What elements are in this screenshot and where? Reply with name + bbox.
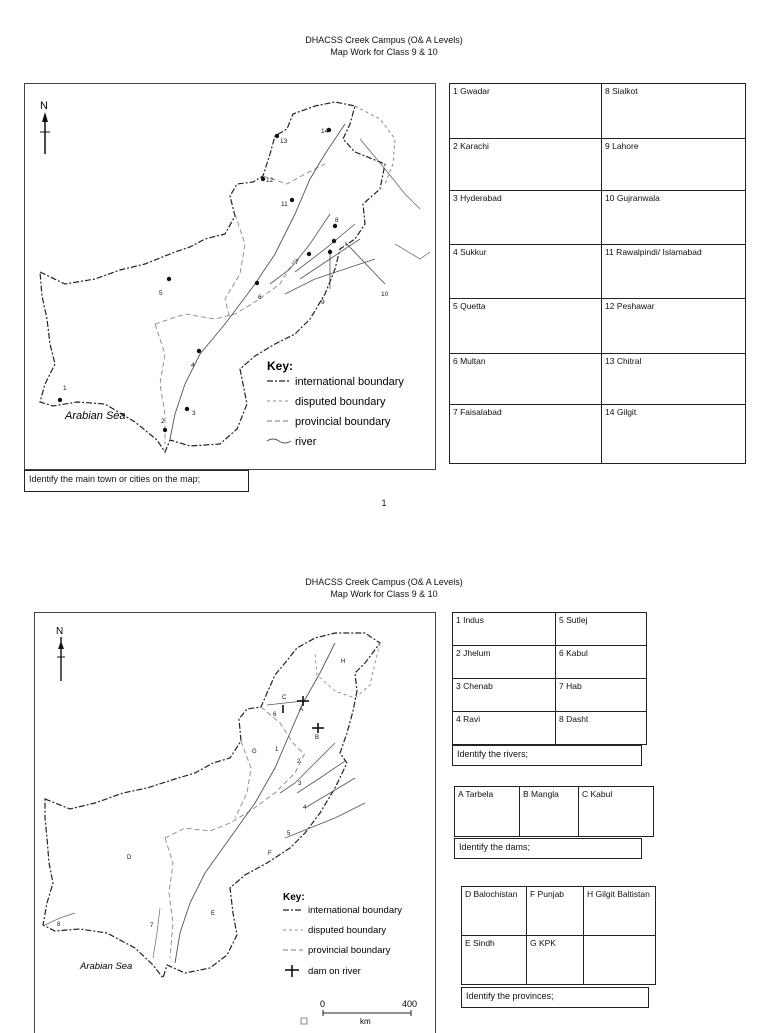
river-label-1: 1 xyxy=(275,747,279,753)
table-cell: 14 Gilgit xyxy=(602,405,746,464)
table-cell: 2 Jhelum xyxy=(453,646,556,679)
page2-sea-label: Arabian Sea xyxy=(80,961,133,972)
page1-header xyxy=(0,34,768,58)
table-cell: 4 Sukkur xyxy=(450,245,602,299)
table-cell xyxy=(584,936,656,985)
table-cell: A Tarbela xyxy=(455,787,520,837)
city-label-14: 14 xyxy=(321,128,329,135)
dam-markers xyxy=(283,696,324,733)
river-label-3: 3 xyxy=(298,781,302,787)
page1-key-international: international boundary xyxy=(295,376,404,388)
city-marker-11 xyxy=(290,198,294,202)
river-label-5: 5 xyxy=(287,831,291,837)
table-cell: 5 Sutlej xyxy=(556,613,647,646)
scale-max: 400 xyxy=(402,999,418,1009)
page-number: 1 xyxy=(381,498,387,508)
page1-north-label: N xyxy=(40,100,48,112)
table-cell: 2 Karachi xyxy=(450,139,602,191)
city-marker-5 xyxy=(167,277,171,281)
table-cell: 4 Ravi xyxy=(453,712,556,745)
city-label-5: 5 xyxy=(159,290,163,297)
province-label-d: D xyxy=(127,855,132,861)
table-cell: B Mangla xyxy=(520,787,579,837)
page2-dams-instruction: Identify the dams; xyxy=(454,838,642,859)
city-marker-10 xyxy=(332,239,336,243)
province-label-g: G xyxy=(252,749,257,755)
table-cell: D Balochistan xyxy=(462,887,527,936)
table-cell: 7 Hab xyxy=(556,679,647,712)
city-marker-6 xyxy=(255,281,259,285)
page1-key-river: river xyxy=(295,436,317,448)
page2-map-frame xyxy=(34,612,436,1033)
table-cell: 10 Gujranwala xyxy=(602,191,746,245)
page1-key-disputed: disputed boundary xyxy=(295,396,386,408)
table-cell: H Gilgit Baltistan xyxy=(584,887,656,936)
city-label-6: 6 xyxy=(258,294,262,301)
page2-pakistan-map xyxy=(35,613,435,1025)
page1-header-subtitle: Map Work for Class 9 & 10 xyxy=(330,47,438,57)
page2-key-provincial: provincial boundary xyxy=(308,945,391,956)
page2-rivers-instruction: Identify the rivers; xyxy=(452,745,642,766)
table-cell: G KPK xyxy=(527,936,584,985)
table-cell: 7 Faisalabad xyxy=(450,405,602,464)
page2-key-title: Key: xyxy=(283,892,305,903)
table-cell: 12 Peshawar xyxy=(602,299,746,354)
city-label-1: 1 xyxy=(63,385,67,392)
city-marker-8 xyxy=(333,224,337,228)
table-cell: 6 Multan xyxy=(450,354,602,405)
table-cell: C Kabul xyxy=(579,787,654,837)
page1-instruction: Identify the main town or cities on the map; xyxy=(24,470,249,492)
page2-key-disputed: disputed boundary xyxy=(308,925,387,936)
city-marker-4 xyxy=(197,349,201,353)
city-label-7: 7 xyxy=(295,259,299,266)
province-label-e: E xyxy=(211,911,216,917)
page1-sea-label: Arabian Sea xyxy=(65,410,126,422)
table-cell: 1 Gwadar xyxy=(450,84,602,139)
table-cell: 3 Chenab xyxy=(453,679,556,712)
table-cell: 1 Indus xyxy=(453,613,556,646)
city-label-8: 8 xyxy=(335,217,339,224)
river-label-6: 6 xyxy=(273,712,277,718)
scale-unit: km xyxy=(360,1017,371,1025)
city-label-11: 11 xyxy=(281,201,288,208)
city-label-9: 9 xyxy=(321,299,325,306)
page2-rivers-table xyxy=(452,612,647,745)
page2-map-key xyxy=(283,892,402,977)
page1-map-frame xyxy=(24,83,436,470)
city-label-13: 13 xyxy=(280,138,288,145)
province-label-h: H xyxy=(341,659,346,665)
table-cell: 13 Chitral xyxy=(602,354,746,405)
river-label-2: 2 xyxy=(297,759,301,765)
page2-key-dam: dam on river xyxy=(308,966,361,977)
city-label-2: 2 xyxy=(161,418,165,425)
dam-label-a: A xyxy=(299,707,304,713)
table-cell: 11 Rawalpindi/ Islamabad xyxy=(602,245,746,299)
table-cell: E Sindh xyxy=(462,936,527,985)
city-marker-1 xyxy=(58,398,62,402)
page2-header xyxy=(0,576,768,600)
city-marker-12 xyxy=(261,177,265,181)
page2-dams-table xyxy=(454,786,654,837)
page2-header-title: DHACSS Creek Campus (O& A Levels) xyxy=(305,577,463,587)
table-cell: 3 Hyderabad xyxy=(450,191,602,245)
city-label-4: 4 xyxy=(191,362,195,369)
river-label-7: 7 xyxy=(150,923,154,929)
city-label-3: 3 xyxy=(192,410,196,417)
page1-map-key xyxy=(267,359,404,448)
dam-label-c: C xyxy=(282,695,287,701)
page2-provinces-instruction: Identify the provinces; xyxy=(461,987,649,1008)
city-marker-13 xyxy=(275,134,279,138)
page2-north-label: N xyxy=(56,626,64,637)
river-label-8: 8 xyxy=(57,922,61,928)
city-marker-9 xyxy=(328,250,332,254)
dam-label-b: B xyxy=(315,735,320,741)
page1-pakistan-map xyxy=(25,84,435,469)
page1-key-title: Key: xyxy=(267,359,294,373)
north-arrow-icon xyxy=(56,626,65,681)
city-marker-7 xyxy=(307,252,311,256)
city-marker-2 xyxy=(163,428,167,432)
dam-icon xyxy=(285,965,299,977)
page1-header-title: DHACSS Creek Campus (O& A Levels) xyxy=(305,35,463,45)
table-cell: 9 Lahore xyxy=(602,139,746,191)
city-label-12: 12 xyxy=(266,177,274,184)
page2-provinces-table xyxy=(461,886,656,985)
page2-key-international: international boundary xyxy=(308,905,403,916)
north-arrow-icon xyxy=(40,100,50,154)
river-label-4: 4 xyxy=(303,805,307,811)
city-marker-3 xyxy=(185,407,189,411)
page2-header-subtitle: Map Work for Class 9 & 10 xyxy=(330,589,438,599)
table-cell: 5 Quetta xyxy=(450,299,602,354)
table-cell: F Punjab xyxy=(527,887,584,936)
table-cell: 8 Dasht xyxy=(556,712,647,745)
city-label-10: 10 xyxy=(381,291,389,298)
scale-min: 0 xyxy=(320,999,326,1009)
page1-cities-table xyxy=(449,83,746,464)
table-cell: 6 Kabul xyxy=(556,646,647,679)
province-label-f: F xyxy=(268,851,272,857)
page1-key-provincial: provincial boundary xyxy=(295,416,391,428)
table-cell: 8 Sialkot xyxy=(602,84,746,139)
page2-scale-bar xyxy=(301,999,417,1025)
